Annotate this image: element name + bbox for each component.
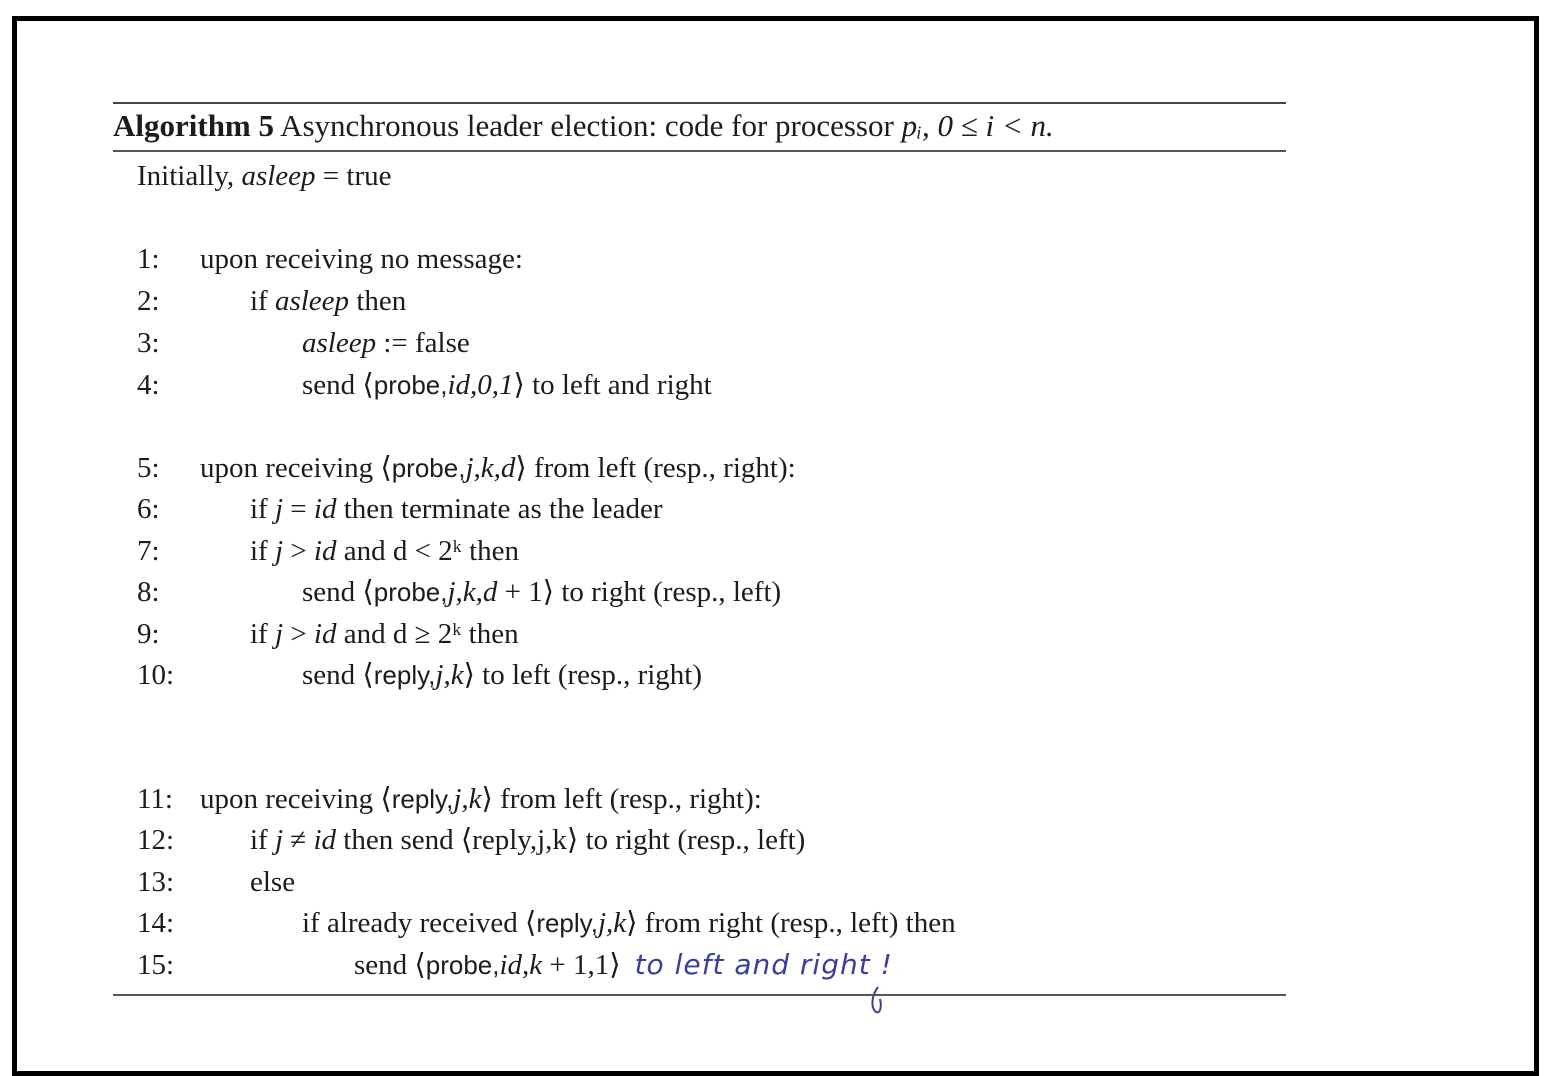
line-code: send ⟨reply,j,k⟩ to left (resp., right) — [302, 659, 702, 691]
line-number: 2: — [137, 285, 160, 317]
line-code: if already received ⟨reply,j,k⟩ from right (resp., left) then — [302, 907, 956, 939]
line-number: 10: — [137, 659, 175, 691]
line-code: asleep := false — [302, 327, 470, 359]
line-code: upon receiving ⟨probe,j,k,d⟩ from left (resp., right): — [200, 452, 796, 484]
line-code: if j > id and d < 2ᵏ then — [250, 535, 520, 567]
line-number: 4: — [137, 369, 160, 401]
line-number: 8: — [137, 576, 160, 608]
line-number: 11: — [137, 783, 173, 815]
line-code: if j ≠ id then send ⟨reply,j,k⟩ to right (resp., left) — [250, 824, 806, 856]
line-number: 13: — [137, 866, 175, 898]
line-number: 12: — [137, 824, 175, 856]
line-code: send ⟨probe,id,0,1⟩ to left and right — [302, 369, 712, 401]
line-number: 15: — [137, 949, 175, 981]
line-number: 14: — [137, 907, 175, 939]
line-number: 6: — [137, 493, 160, 525]
line-code: if j > id and d ≥ 2ᵏ then — [250, 618, 519, 650]
algorithm-label: Algorithm 5 — [113, 108, 275, 143]
bottom-rule — [113, 994, 1286, 996]
initial-prefix: Initially, — [137, 160, 235, 192]
line-number: 7: — [137, 535, 160, 567]
top-rule — [113, 102, 1286, 104]
algorithm-caption — [113, 106, 1054, 146]
line-code: send ⟨probe,j,k,d + 1⟩ to right (resp., left) — [302, 576, 782, 608]
line-number: 3: — [137, 327, 160, 359]
initial-var: asleep — [241, 160, 316, 192]
line-number: 1: — [137, 243, 160, 275]
line-code: send ⟨probe,id,k + 1,1⟩ to left and right ! — [354, 948, 893, 981]
initial-suffix: = true — [322, 160, 392, 192]
caption-rule — [113, 150, 1286, 152]
line-code: if asleep then — [250, 285, 407, 317]
line-code: upon receiving ⟨reply,j,k⟩ from left (resp., right): — [200, 783, 762, 815]
handwritten-note: to left and right ! — [634, 948, 893, 981]
line-number: 9: — [137, 618, 160, 650]
line-number: 5: — [137, 452, 160, 484]
line-code: else — [250, 866, 296, 898]
line-code: upon receiving no message: — [200, 243, 523, 275]
handwritten-scribble-mark — [868, 985, 886, 1015]
caption-math: pᵢ, 0 ≤ i < n. — [901, 108, 1054, 143]
line-code: if j = id then terminate as the leader — [250, 493, 663, 525]
caption-text: Asynchronous leader election: code for processor — [280, 108, 894, 143]
